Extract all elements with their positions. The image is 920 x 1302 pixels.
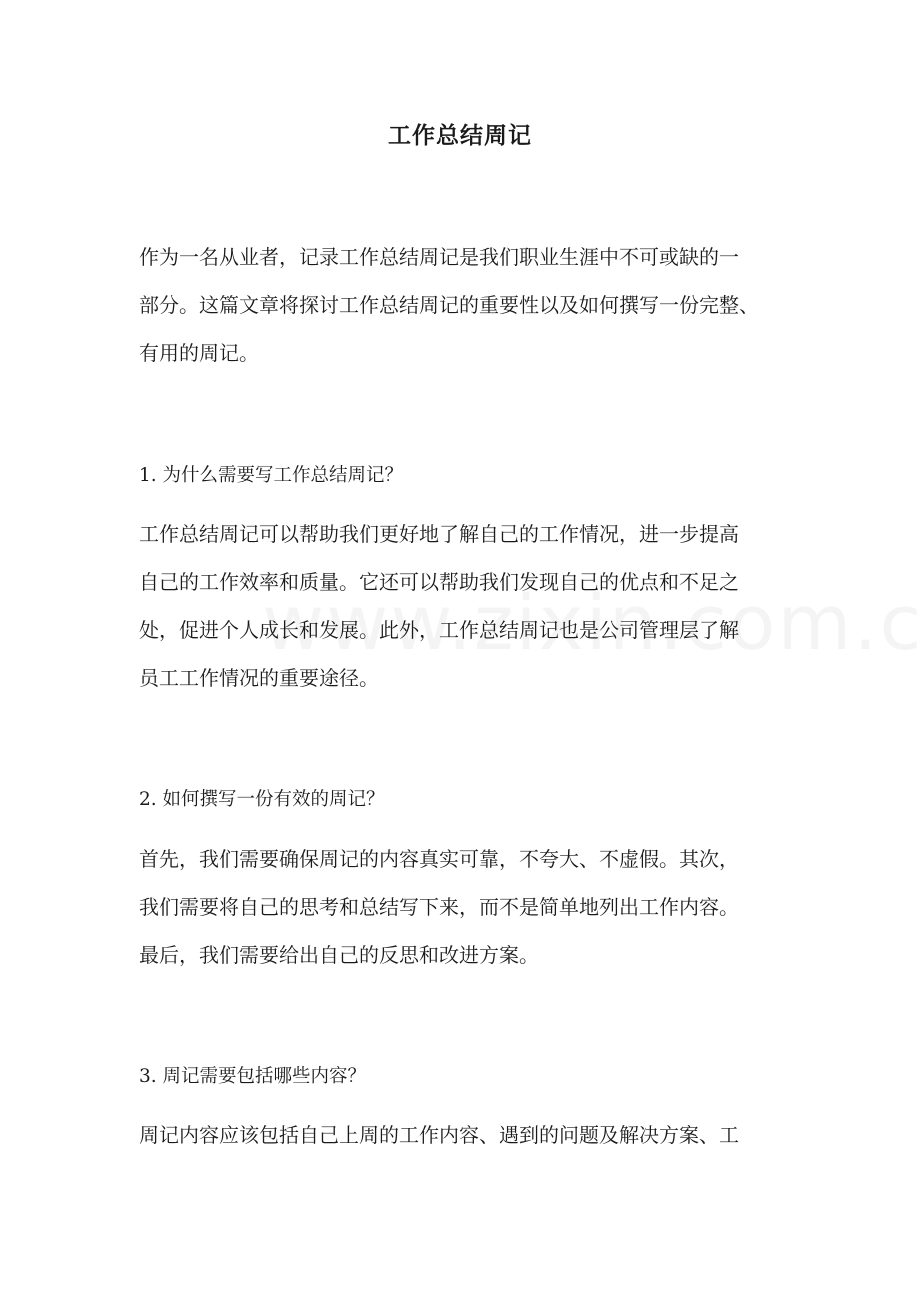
section-paragraph-2 [139, 835, 799, 979]
paragraph-line: 最后，我们需要给出自己的反思和改进方案。 [139, 943, 539, 967]
section-paragraph-1 [139, 510, 799, 702]
section-heading-3: 3. 周记需要包括哪些内容？ [139, 1066, 367, 1087]
intro-paragraph [139, 233, 799, 377]
paragraph-line: 自己的工作效率和质量。它还可以帮助我们发现自己的优点和不足之 [139, 570, 739, 594]
paragraph-line: 部分。这篇文章将探讨工作总结周记的重要性以及如何撰写一份完整、 [139, 293, 759, 317]
paragraph-line: 工作总结周记可以帮助我们更好地了解自己的工作情况，进一步提高 [139, 522, 739, 546]
page-title: 工作总结周记 [388, 123, 532, 149]
section-heading-2: 2. 如何撰写一份有效的周记？ [139, 789, 385, 810]
section-paragraph-3 [139, 1111, 799, 1159]
paragraph-line: 首先，我们需要确保周记的内容真实可靠，不夸大、不虚假。其次， [139, 847, 739, 871]
paragraph-line: 我们需要将自己的思考和总结写下来，而不是简单地列出工作内容。 [139, 895, 739, 919]
paragraph-line: 有用的周记。 [139, 341, 259, 365]
paragraph-line: 周记内容应该包括自己上周的工作内容、遇到的问题及解决方案、工 [139, 1123, 739, 1147]
paragraph-line: 作为一名从业者，记录工作总结周记是我们职业生涯中不可或缺的一 [139, 245, 739, 269]
paragraph-line: 处，促进个人成长和发展。此外，工作总结周记也是公司管理层了解 [139, 618, 739, 642]
paragraph-line: 员工工作情况的重要途径。 [139, 666, 379, 690]
section-heading-1: 1. 为什么需要写工作总结周记？ [139, 465, 404, 486]
